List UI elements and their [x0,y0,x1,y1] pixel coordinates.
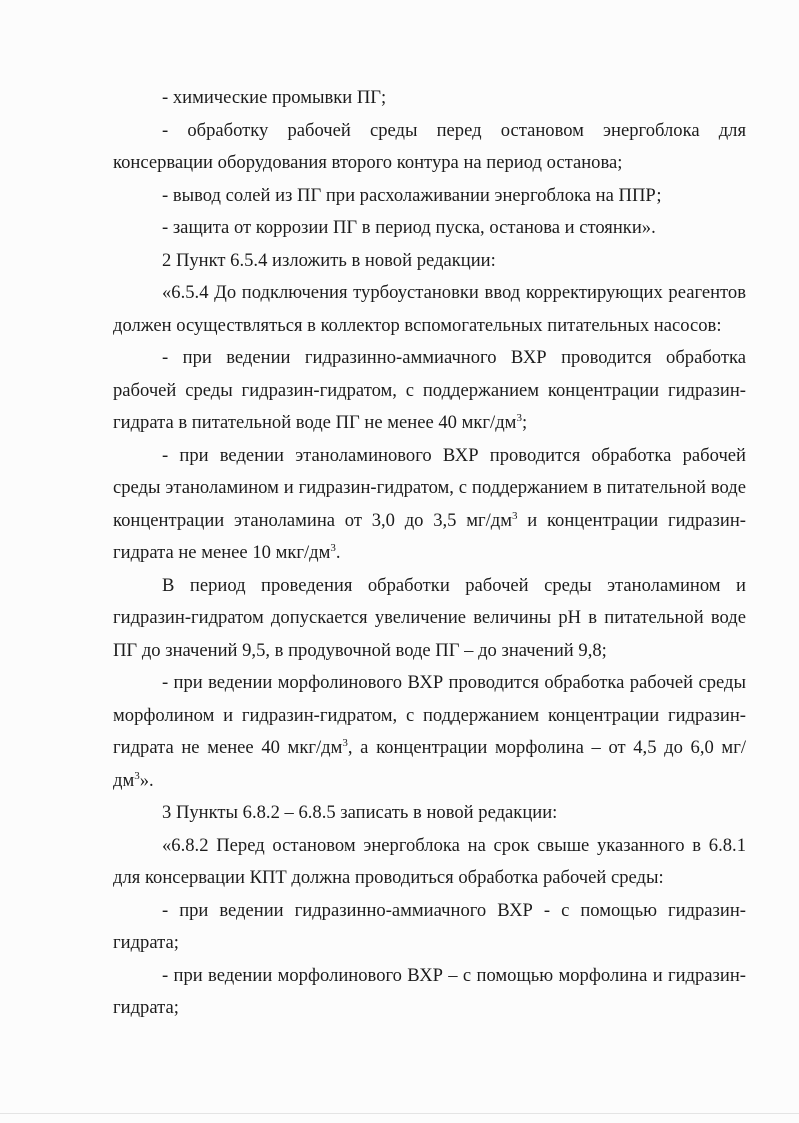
list-item-salt-removal: - вывод солей из ПГ при расхолаживании энергоблока на ППР; [162,184,662,206]
paragraph-ph-increase: В период проведения обработки рабочей среды этаноламином и гидразин-гидратом допускается увеличение величины pH в питательной воде ПГ до значений 9,5, в продувочной воде ПГ – до значений 9,8; [113,574,746,661]
superscript: 3 [134,769,140,782]
page-bottom-edge [0,1113,799,1114]
clause-6-5-4: «6.5.4 До подключения турбоустановки ввод корректирующих реагентов должен осуществляться в коллектор вспомогательных питательных насосов: [113,282,746,336]
superscript: 3 [330,542,336,554]
document-body [113,82,746,1025]
superscript: 3 [342,737,348,749]
clause-6-8-2: «6.8.2 Перед остановом энергоблока на срок свыше указанного в 6.8.1 для консервации КПТ должна проводиться обработка рабочей среды: [113,834,746,888]
list-item-morpholine-conservation: - при ведении морфолинового ВХР – с помощью морфолина и гидразин-гидрата; [113,964,746,1018]
list-item-ethanolamine: - при ведении этаноламинового ВХР проводится обработка рабочей среды этаноламином и гидразин-гидратом, с поддержанием в питательной воде концентрации этаноламина от 3,0 до 3,5 $мг/дм^3$ и концентрации гидразин-гидрата не менее 10 мкг/$дм^3$. [113,444,746,563]
superscript: 3 [512,509,518,522]
list-item-corrosion-protection: - защита от коррозии ПГ в период пуска, останова и стоянки». [162,217,656,238]
list-item-medium-treatment: - обработку рабочей среды перед остановом энергоблока для консервации оборудования второго контура на период останова; [113,119,746,173]
list-item-hydrazine-ammonia-conservation: - при ведении гидразинно-аммиачного ВХР - с помощью гидразин-гидрата; [113,899,746,953]
superscript: 3 [516,412,522,424]
amendment-item-2-heading: 2 Пункт 6.5.4 изложить в новой редакции: [162,249,496,271]
list-item-hydrazine-ammonia: - при ведении гидразинно-аммиачного ВХР проводится обработка рабочей среды гидразин-гидратом, с поддержанием концентрации гидразин-гидрата в питательной воде ПГ не менее 40 мкг/$дм^3$; [113,347,746,433]
list-item-morpholine: - при ведении морфолинового ВХР проводится обработка рабочей среды морфолином и гидразин-гидратом, с поддержанием концентрации гидразин-гидрата не менее 40 мкг/$дм^3$, а концентрации морфолина – от 4,5 до 6,0 $мг/дм^3$». [113,672,746,791]
amendment-item-3-heading: 3 Пункты 6.8.2 – 6.8.5 записать в новой редакции: [162,802,558,823]
list-item-chemical-flushing: - химические промывки ПГ; [162,87,387,108]
